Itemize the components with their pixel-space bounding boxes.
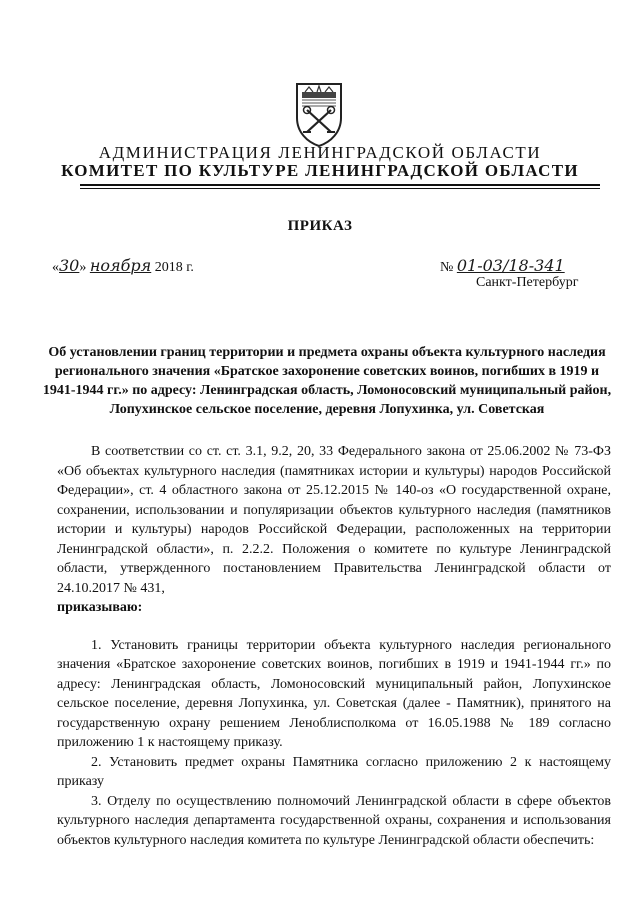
coat-of-arms-emblem	[291, 82, 347, 148]
header-rule-thick	[80, 184, 600, 186]
order-item-2: 2. Установить предмет охраны Памятника согласно приложению 2 к настоящему приказу	[57, 754, 611, 789]
header-rule-thin	[80, 188, 600, 189]
document-city: Санкт-Петербург	[476, 275, 579, 290]
org-name-administration: АДМИНИСТРАЦИЯ ЛЕНИНГРАДСКОЙ ОБЛАСТИ	[98, 143, 542, 162]
document-number	[440, 256, 565, 276]
document-subject: Об установлении границ территории и предмета охраны объекта культурного наследия регионального значения «Братское захоронение советских воинов, погибших в 1919 и 1941-1944 гг.» по адресу: Ленинградская область, Ломоносовский муниципальный район, Лопухинское сельское поселение, деревня Лопухинка, ул. Советская	[42, 345, 612, 417]
date-month: ноября	[89, 256, 152, 275]
date-year: 2018 г.	[154, 260, 194, 275]
org-name-committee: КОМИТЕТ ПО КУЛЬТУРЕ ЛЕНИНГРАДСКОЙ ОБЛАСТИ	[61, 161, 579, 180]
preamble-paragraph: В соответствии со ст. ст. 3.1, 9.2, 20, 33 Федерального закона от 25.06.2002 № 73-ФЗ «Об объектах культурного наследия (памятниках истории и культуры) народов Российской Федерации», ст. 4 областного закона от 25.12.2015 № 140-оз «О государственной охране, сохранении, использовании и популяризации объектов культурного наследия (памятников истории и культуры) народов Российской Федерации, расположенных на территории Ленинградской области», п. 2.2.2. Положения о комитете по культуре Ленинградской области, утвержденного постановлением Правительства Ленинградской области от 24.10.2017 № 431,	[57, 444, 611, 596]
number-value: 01-03/18-341	[456, 256, 565, 275]
order-item-1: 1. Установить границы территории объекта культурного наследия регионального значения «Братское захоронение советских воинов, погибших в 1919 и 1941-1944 гг.» по адресу: Ленинградская область, Ломоносовский муниципальный район, Лопухинское сельское поселение, деревня Лопухинка, ул. Советская (далее - Памятник), принятого на государственную охрану решением Леноблисполкома от 16.05.1988 № 189 согласно приложению 1 к настоящему приказу.	[57, 637, 611, 750]
date-close-quote: »	[79, 260, 87, 275]
document-body	[57, 442, 611, 850]
number-prefix: №	[440, 260, 454, 275]
order-word: приказываю:	[57, 600, 143, 615]
date-day: 30	[59, 256, 80, 275]
order-item-3: 3. Отделу по осуществлению полномочий Ленинградской области в сфере объектов культурного наследия департамента государственной охраны, сохранения и использования объектов культурного наследия комитета по культуре Ленинградской области обеспечить:	[57, 793, 611, 848]
document-date	[52, 256, 194, 276]
date-open-quote: «	[52, 260, 59, 275]
document-title: ПРИКАЗ	[287, 218, 353, 234]
